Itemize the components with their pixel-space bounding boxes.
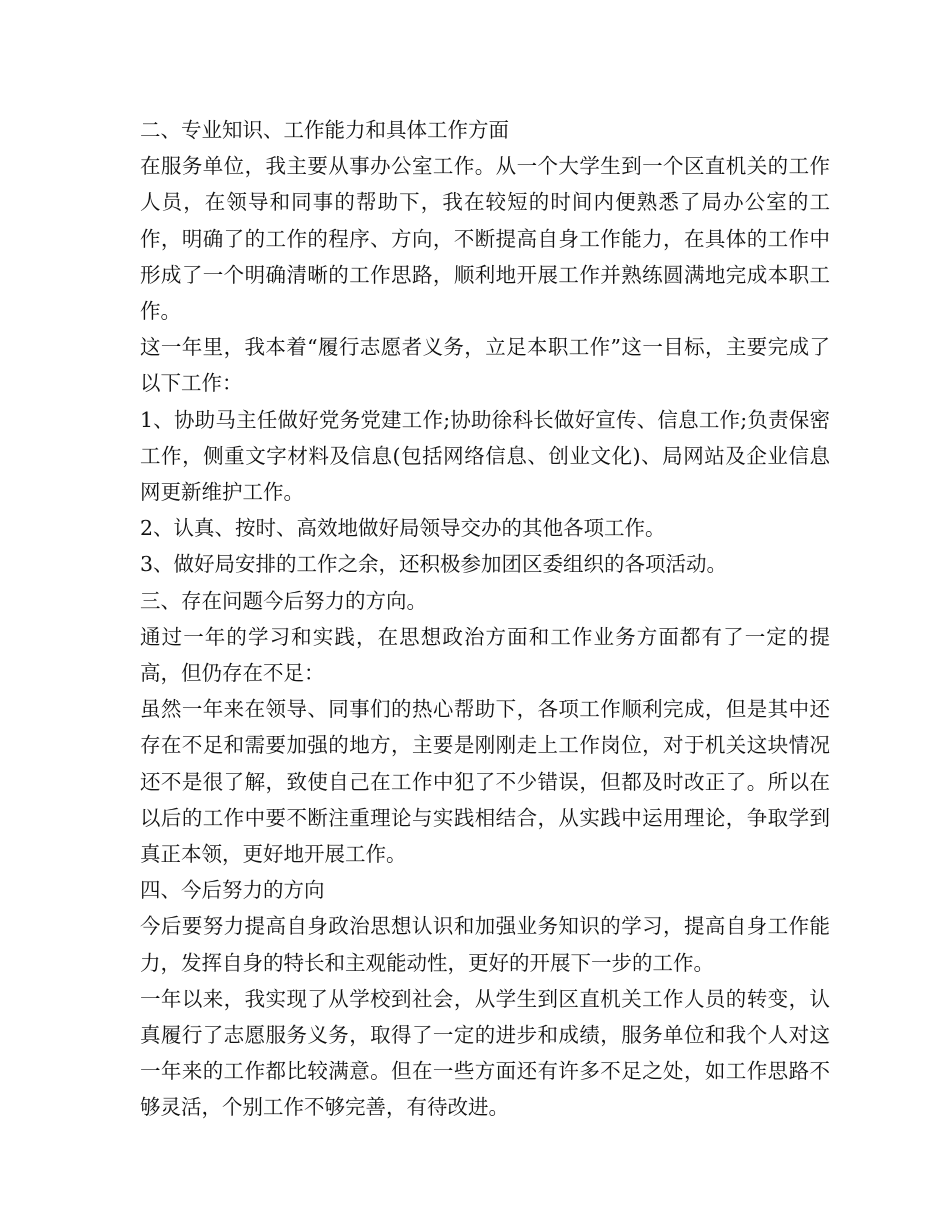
document-body (140, 112, 830, 1126)
paragraph-year-goal: 这一年里，我本着“履行志愿者义务，立足本职工作”这一目标，主要完成了以下工作： (140, 335, 830, 396)
list-item-2: 2、认真、按时、高效地做好局领导交办的其他各项工作。 (140, 516, 666, 541)
paragraph-shortcomings: 虽然一年来在领导、同事们的热心帮助下，各项工作顺利完成，但是其中还存在不足和需要加强的地方，主要是刚刚走上工作岗位，对于机关这块情况还不是很了解，致使自己在工作中犯了不少错误，但都及时改正了。所以在以后的工作中要不断注重理论与实践相结合，从实践中运用理论，争取学到真正本领，更好地开展工作。 (140, 697, 830, 867)
list-item-1: 1、协助马主任做好党务党建工作;协助徐科长做好宣传、信息工作;负责保密工作，侧重文字材料及信息(包括网络信息、创业文化)、局网站及企业信息网更新维护工作。 (140, 407, 830, 505)
paragraph-future-efforts: 今后要努力提高自身政治思想认识和加强业务知识的学习，提高自身工作能力，发挥自身的特长和主观能动性，更好的开展下一步的工作。 (140, 914, 830, 975)
list-item-3: 3、做好局安排的工作之余，还积极参加团区委组织的各项活动。 (140, 552, 728, 577)
section-heading-4: 四、今后努力的方向 (140, 878, 325, 903)
paragraph-year-summary: 一年以来，我实现了从学校到社会，从学生到区直机关工作人员的转变，认真履行了志愿服务义务，取得了一定的进步和成绩，服务单位和我个人对这一年来的工作都比较满意。但在一些方面还有许多不足之处，如工作思路不够灵活，个别工作不够完善，有待改进。 (140, 986, 830, 1120)
section-heading-3: 三、存在问题今后努力的方向。 (140, 588, 427, 613)
paragraph-study-practice: 通过一年的学习和实践，在思想政治方面和工作业务方面都有了一定的提高，但仍存在不足： (140, 624, 830, 686)
section-heading-2: 二、专业知识、工作能力和具体工作方面 (140, 118, 509, 142)
paragraph-service-work: 在服务单位，我主要从事办公室工作。从一个大学生到一个区直机关的工作人员，在领导和同事的帮助下，我在较短的时间内便熟悉了局办公室的工作，明确了的工作的程序、方向，不断提高自身工作能力，在具体的工作中形成了一个明确清晰的工作思路，顺利地开展工作并熟练圆满地完成本职工作。 (140, 154, 830, 324)
